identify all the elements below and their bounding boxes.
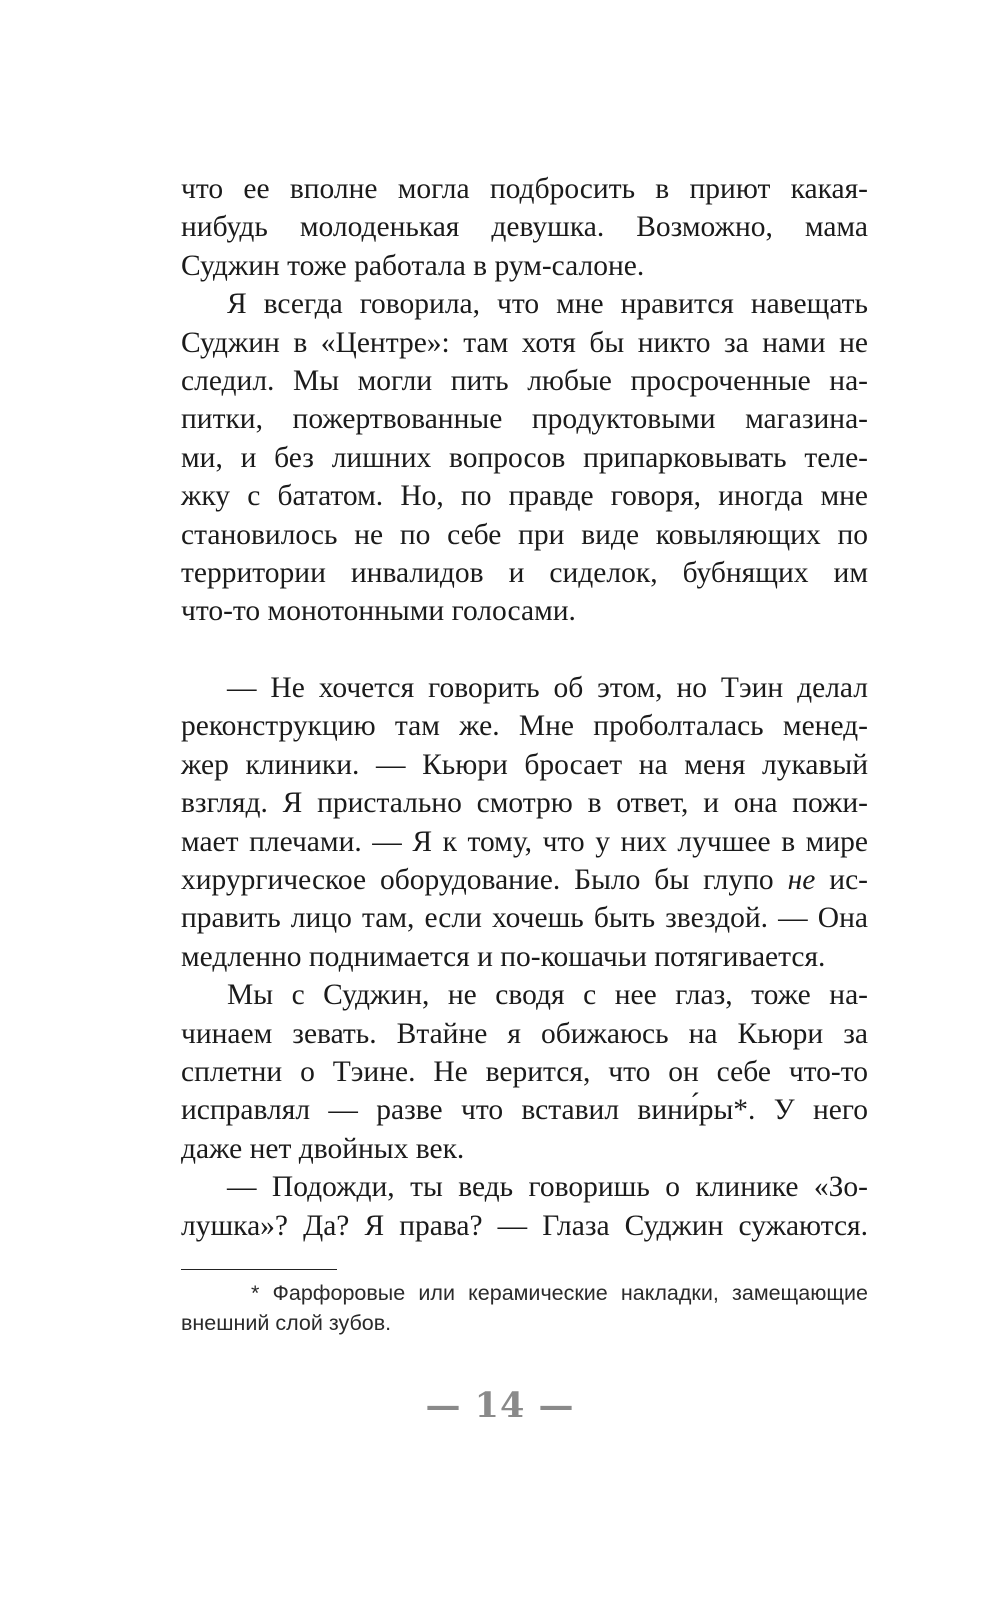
text-line: — Подожди, ты ведь говоришь о клинике «Зо- [227, 1171, 868, 1204]
text-line: нибудь молоденькая девушка. Возможно, мама [181, 211, 868, 244]
text-line: Я всегда говорила, что мне нравится навещать [227, 288, 868, 321]
text-line: жер клиники. — Кьюри бросает на меня лукавый [181, 748, 868, 781]
text-line: лушка»? Да? Я права? — Глаза Суджин сужаются. [181, 1209, 868, 1242]
paragraph-1 [181, 170, 868, 285]
paragraph-4 [181, 976, 868, 1168]
text-line: что-то монотонными голосами. [181, 595, 576, 628]
paragraph-2 [181, 285, 868, 631]
footnote-divider [181, 1269, 337, 1270]
italic-word: не [787, 863, 816, 896]
text-line-with-italic [181, 861, 868, 899]
footnote-line: * Фарфоровые или керамические накладки, замещающие [251, 1281, 868, 1305]
text-line: Суджин в «Центре»: там хотя бы никто за нами не [181, 326, 868, 359]
text-line: мает плечами. — Я к тому, что у них лучшее в мире [181, 825, 868, 858]
text-line: чинаем зевать. Втайне я обижаюсь на Кьюри за [181, 1017, 868, 1050]
text-line: медленно поднимается и по-кошачьи потягивается. [181, 940, 826, 973]
paragraph-3 [181, 669, 868, 976]
text-line: реконструкцию там же. Мне проболталась менед- [181, 710, 868, 743]
text-line: следил. Мы могли пить любые просроченные на- [181, 365, 868, 398]
text-line: ми, и без лишних вопросов припарковывать теле- [181, 441, 868, 474]
text-line: даже нет двойных век. [181, 1132, 465, 1165]
text-line: взгляд. Я пристально смотрю в ответ, и она пожи- [181, 787, 868, 820]
text-line: Мы с Суджин, не сводя с нее глаз, тоже на- [227, 979, 868, 1012]
text-line: исправлял — разве что вставил вини́ры*. У него [181, 1094, 868, 1127]
footnote [181, 1278, 868, 1338]
footnote-line: внешний слой зубов. [181, 1311, 392, 1335]
paragraph-5 [181, 1168, 868, 1245]
page-number: — 14 — [425, 1385, 575, 1426]
text-line: территории инвалидов и сиделок, бубнящих им [181, 557, 868, 590]
text-line: править лицо там, если хочешь быть звездой. — Она [181, 902, 868, 935]
text-line: сплетни о Тэине. Не верится, что он себе что-то [181, 1055, 868, 1088]
text-segment: ис- [815, 863, 868, 896]
text-line: питки, пожертвованные продуктовыми магазина- [181, 403, 868, 436]
text-line: — Не хочется говорить об этом, но Тэин делал [227, 671, 868, 704]
text-segment: хирургическое оборудование. Было бы глупо [181, 863, 788, 896]
text-line: жку с бататом. Но, по правде говоря, иногда мне [181, 480, 868, 513]
text-line: становилось не по себе при виде ковыляющих по [181, 518, 868, 551]
text-line: Суджин тоже работала в рум-салоне. [181, 249, 645, 282]
page-body [181, 170, 868, 1245]
text-line: что ее вполне могла подбросить в приют какая- [181, 173, 868, 205]
